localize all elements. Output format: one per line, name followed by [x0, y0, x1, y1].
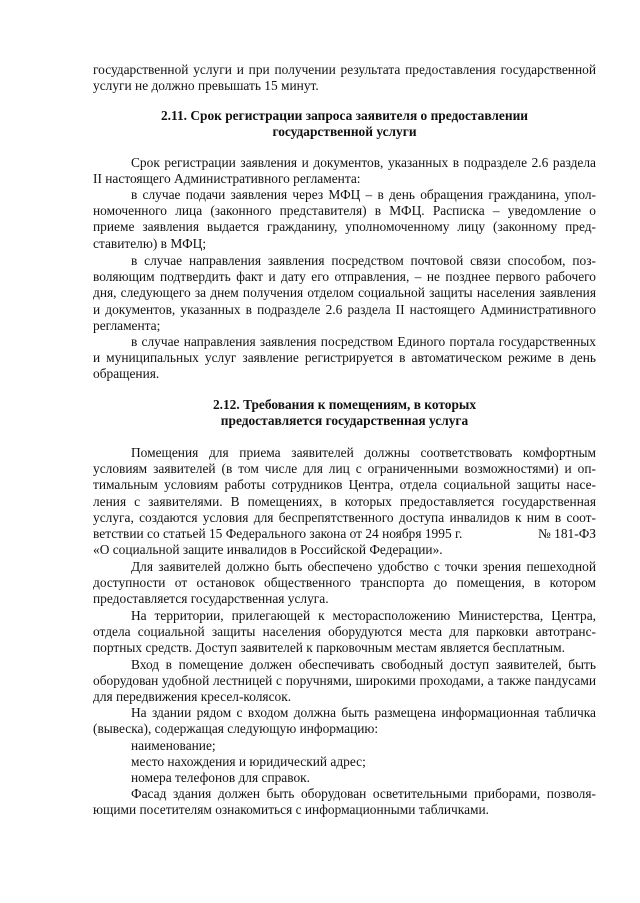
section-heading-2-12	[93, 397, 596, 429]
paragraph-facade: Фасад здания должен быть оборудован осветительными приборами, позволяющими посетителям ознакомиться с информационными табличками.	[93, 786, 596, 818]
list-item: наименование;	[131, 738, 216, 753]
paragraph-signboard: На здании рядом с входом должна быть размещена информационная табличка (вывеска), содержащая следующую информацию:	[93, 705, 596, 737]
paragraph-postal: в случае направления заявления посредством почтовой связи способом, позволяющим подтвердить факт и дату его отправления, – не позднее первого рабочего дня, следующего за днем получения отделом социальной защиты населения заявления и документов, указанных в подразделе 2.6 раздела II настоящего Административного регламента;	[93, 253, 597, 333]
heading-line: предоставляется государственная услуга	[220, 413, 469, 429]
paragraph-mfc: в случае подачи заявления через МФЦ – в день обращения гражданина, уполномоченного лица (законного представителя) в МФЦ. Расписка – уведомление о приеме заявления выдается гражданину, уполномоченному лицу (законному представителю) в МФЦ;	[93, 187, 596, 251]
heading-line: государственной услуги	[272, 124, 417, 140]
paragraph-registration-term: Срок регистрации заявления и документов, указанных в подразделе 2.6 раздела II настоящего Административного регламента:	[93, 155, 596, 187]
paragraph-entrance: Вход в помещение должен обеспечивать свободный доступ заявителей, быть оборудован удобной лестницей с поручнями, широкими проходами, а также пандусами для передвижения кресел-колясок.	[93, 657, 596, 705]
paragraph-parking: На территории, прилегающей к месторасположению Министерства, Центра, отдела социальной защиты населения оборудуются места для парковки автотранспортных средств. Доступ заявителей к парковочным местам является бесплатным.	[93, 608, 596, 656]
law-title: «О социальной защите инвалидов в Российской Федерации».	[93, 542, 443, 558]
paragraph-continuation: государственной услуги и при получении результата предоставления государственной услуги не должно превышать 15 минут.	[93, 62, 596, 94]
list-item: номера телефонов для справок.	[131, 770, 311, 786]
paragraph-premises-text: Помещения для приема заявителей должны соответствовать комфортным условиям заявителей (в том числе для лиц с ограниченными возможностями) и оптимальным условиям работы сотрудников Центра, отдела социальной защиты населения с заявителями. В помещениях, в которых предоставляется государственная услуга, создаются условия для беспрепятственного доступа инвалидов к ним в соответствии со статьей 15 Федерального закона от 24 ноября 1995 г.	[93, 445, 596, 542]
signboard-info-list	[131, 738, 366, 787]
list-item: место нахождения и юридический адрес;	[131, 754, 366, 770]
paragraph-premises	[93, 445, 596, 558]
paragraph-accessibility: Для заявителей должно быть обеспечено удобство с точки зрения пешеходной доступности от остановок общественного транспорта до помещения, в котором предоставляется государственная услуга.	[93, 559, 596, 607]
law-number: № 181-ФЗ	[538, 526, 596, 542]
heading-line: 2.11. Срок регистрации запроса заявителя о предоставлении	[160, 108, 529, 123]
heading-line: 2.12. Требования к помещениям, в которых	[212, 397, 477, 412]
section-heading-2-11	[93, 108, 596, 140]
paragraph-portal: в случае направления заявления посредством Единого портала государственных и муниципальных услуг заявление регистрируется в автоматическом режиме в день обращения.	[93, 334, 596, 382]
